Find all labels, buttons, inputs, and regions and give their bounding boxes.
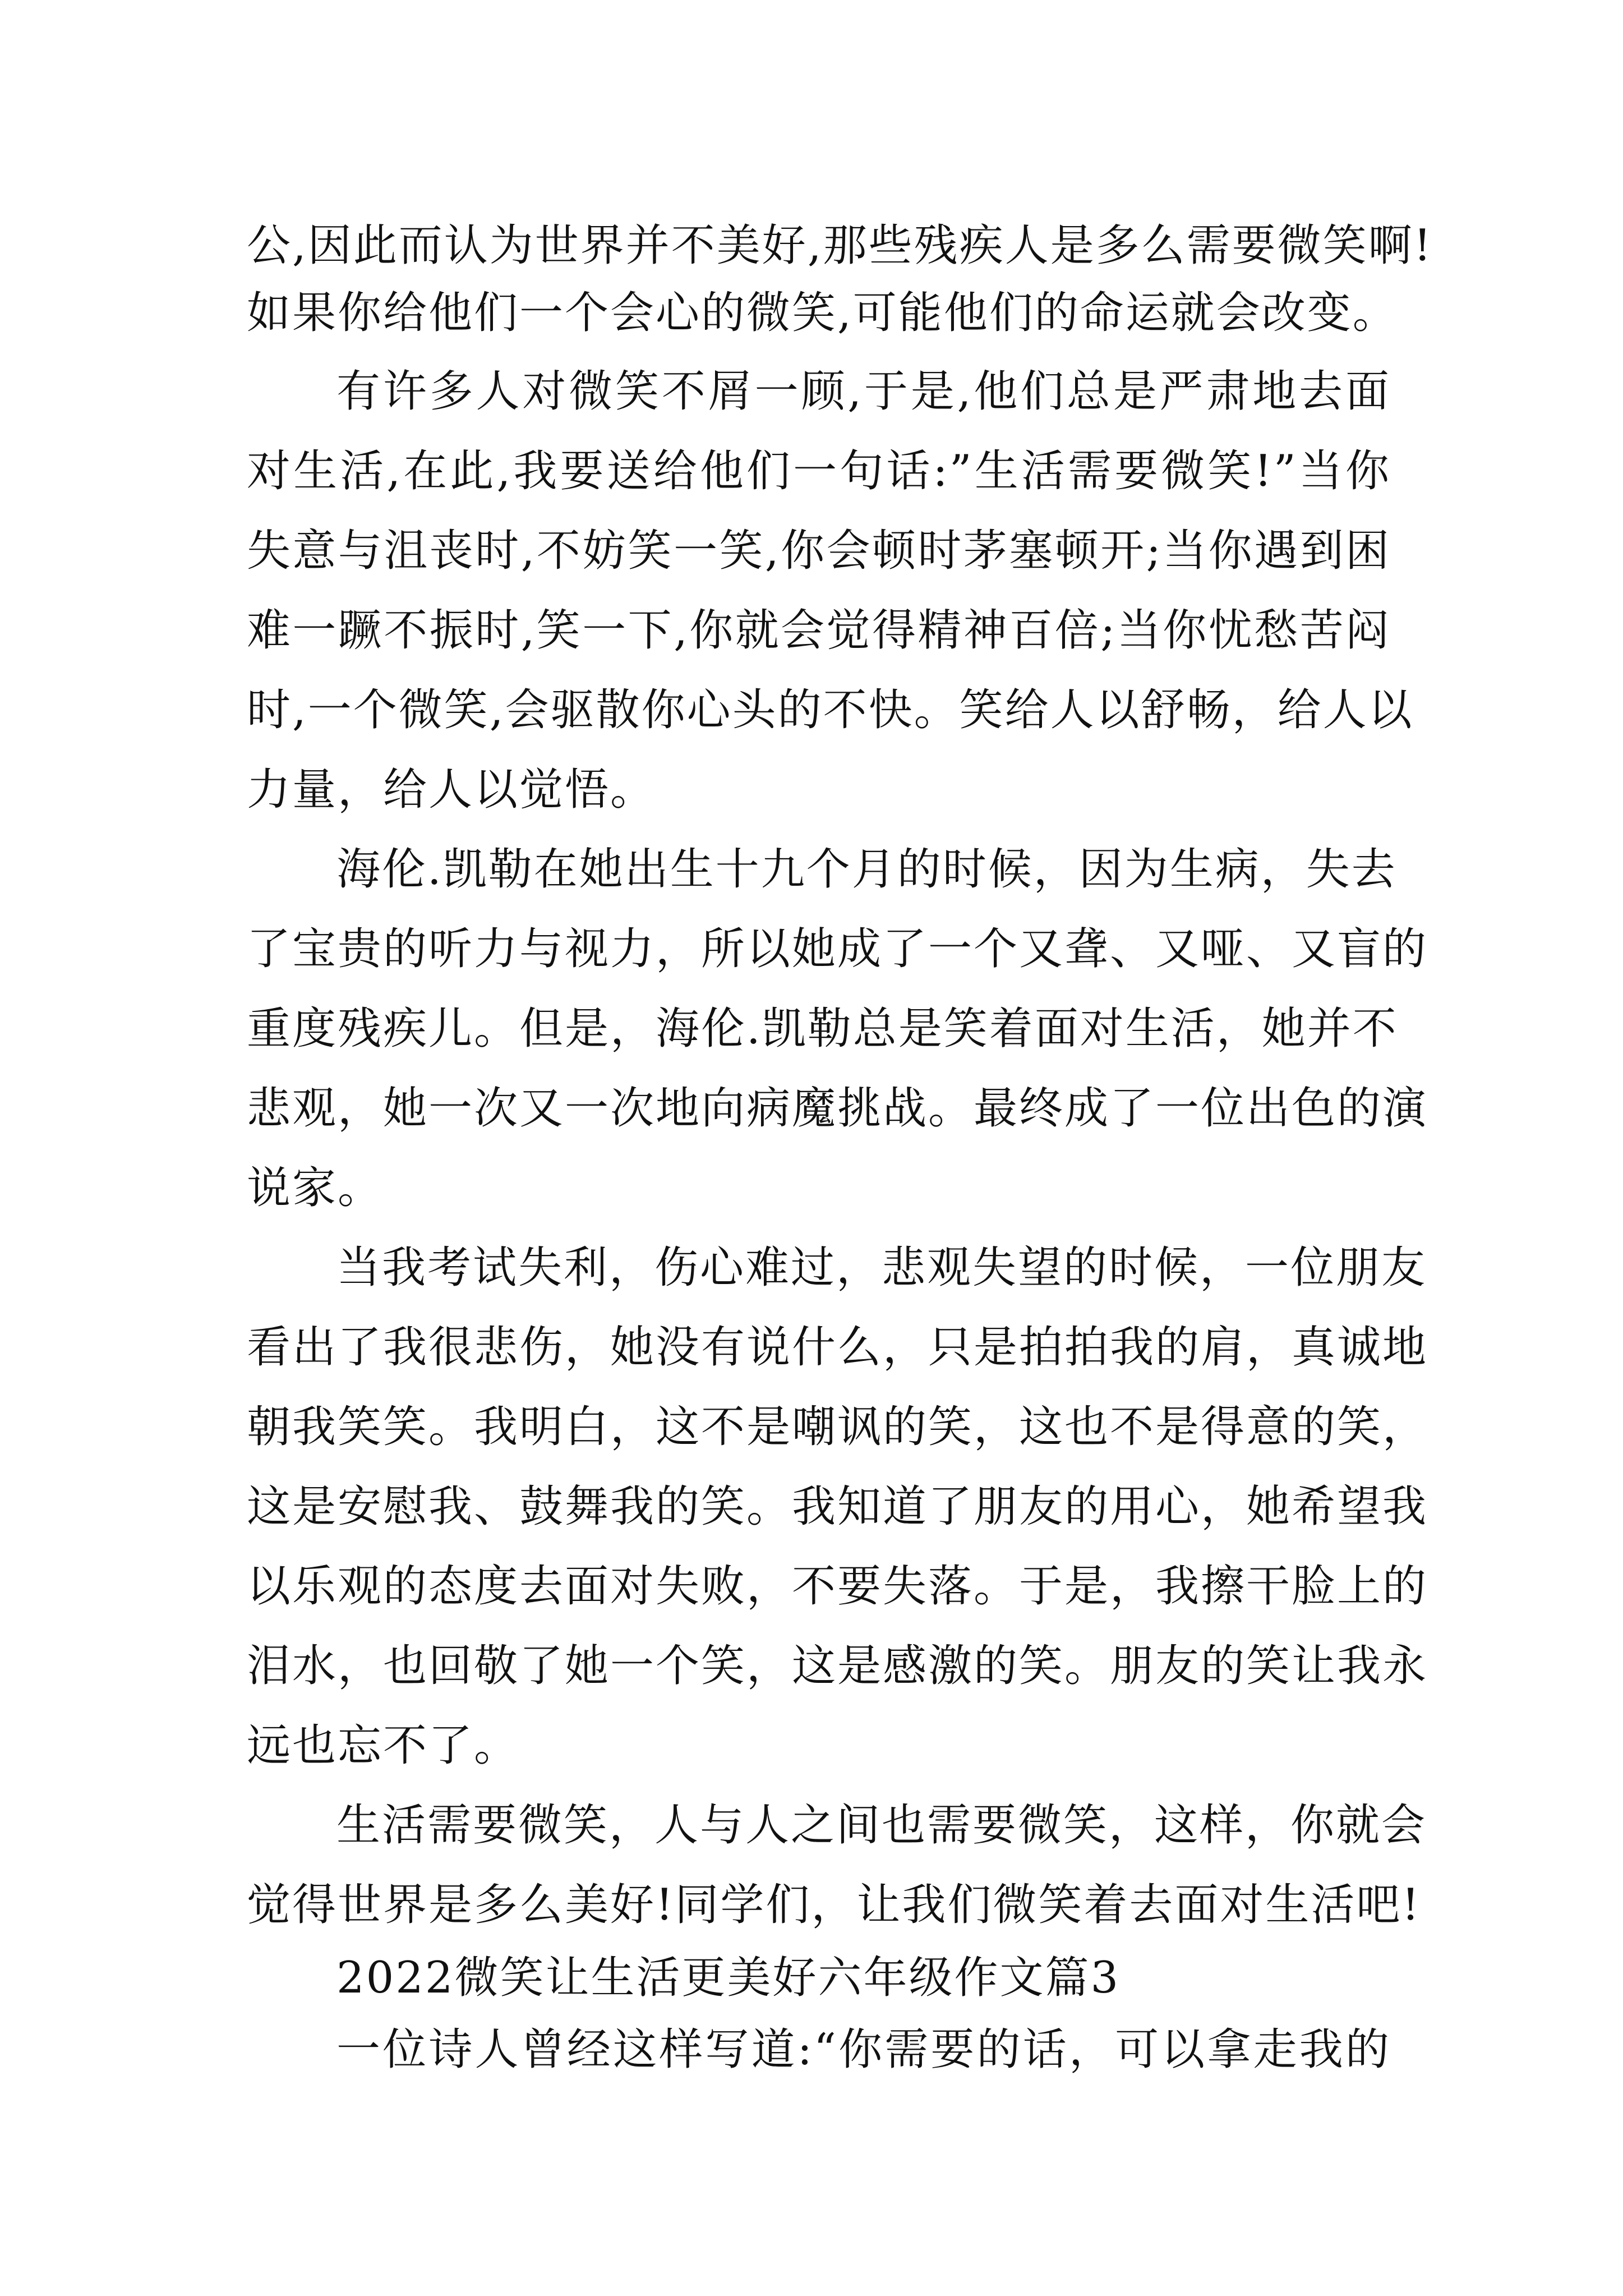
paragraph-start-line: 一位诗人曾经这样写道:“你需要的话，可以拿走我的 bbox=[336, 2024, 1391, 2075]
paragraph-start-line: 有许多人对微笑不屑一顾,于是,他们总是严肃地去面 bbox=[336, 366, 1391, 417]
text-line: 时,一个微笑,会驱散你心头的不快。笑给人以舒畅，给人以 bbox=[247, 685, 1414, 735]
text-line: 看出了我很悲伤，她没有说什么，只是拍拍我的肩，真诚地 bbox=[247, 1322, 1428, 1373]
text-line: 如果你给他们一个会心的微笑,可能他们的命运就会改变。 bbox=[247, 288, 1398, 338]
paragraph-start-line: 生活需要微笑，人与人之间也需要微笑，这样，你就会 bbox=[336, 1800, 1427, 1851]
text-line: 了宝贵的听力与视力，所以她成了一个又聋、又哑、又盲的 bbox=[247, 924, 1428, 974]
text-line: 以乐观的态度去面对失败，不要失落。于是，我擦干脸上的 bbox=[247, 1561, 1428, 1612]
section-heading: 2022微笑让生活更美好六年级作文篇3 bbox=[336, 1953, 1121, 2003]
text-line: 悲观，她一次又一次地向病魔挑战。最终成了一位出色的演 bbox=[247, 1083, 1428, 1134]
text-line: 难一蹶不振时,笑一下,你就会觉得精神百倍;当你忧愁苦闷 bbox=[247, 605, 1391, 656]
text-line: 对生活,在此,我要送给他们一句话:”生活需要微笑!”当你 bbox=[247, 446, 1391, 496]
text-line: 说家。 bbox=[247, 1163, 384, 1213]
text-line: 泪水，也回敬了她一个笑，这是感激的笑。朋友的笑让我永 bbox=[247, 1641, 1428, 1691]
text-line: 力量，给人以觉悟。 bbox=[247, 765, 656, 815]
text-line: 远也忘不了。 bbox=[247, 1720, 520, 1771]
paragraph-start-line: 当我考试失利，伤心难过，悲观失望的时候，一位朋友 bbox=[336, 1243, 1427, 1293]
text-line: 朝我笑笑。我明白，这不是嘲讽的笑，这也不是得意的笑， bbox=[247, 1402, 1428, 1452]
text-line: 失意与沮丧时,不妨笑一笑,你会顿时茅塞顿开;当你遇到困 bbox=[247, 526, 1391, 576]
text-line: 这是安慰我、鼓舞我的笑。我知道了朋友的用心，她希望我 bbox=[247, 1481, 1428, 1532]
paragraph-start-line: 海伦.凯勒在她出生十九个月的时候，因为生病，失去 bbox=[336, 844, 1397, 895]
text-line: 公,因此而认为世界并不美好,那些残疾人是多么需要微笑啊! bbox=[247, 220, 1433, 271]
text-line: 觉得世界是多么美好!同学们，让我们微笑着去面对生活吧! bbox=[247, 1880, 1421, 1930]
text-line: 重度残疾儿。但是，海伦.凯勒总是笑着面对生活，她并不 bbox=[247, 1004, 1398, 1054]
